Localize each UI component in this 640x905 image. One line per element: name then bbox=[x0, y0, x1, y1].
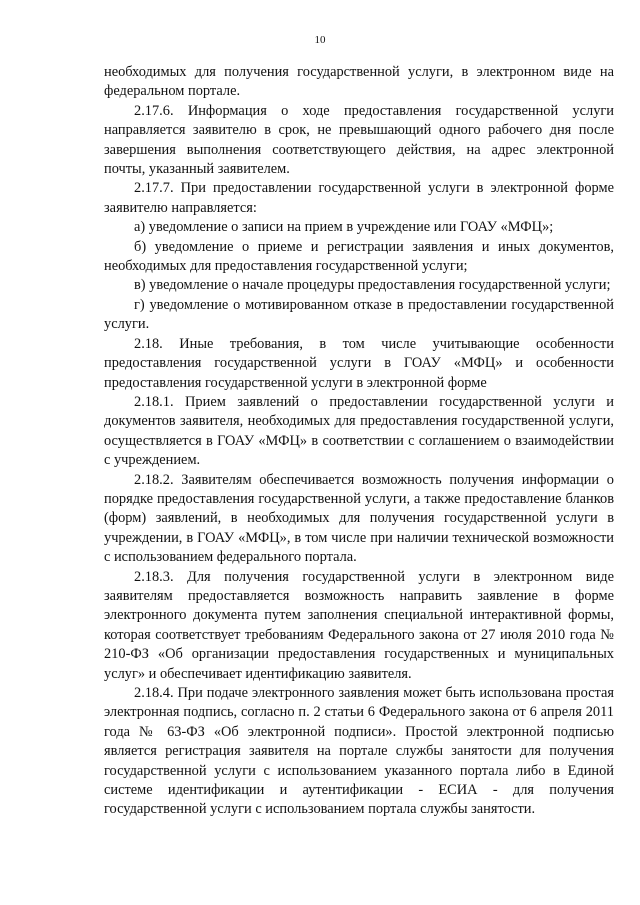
paragraph-2-18-1: 2.18.1. Прием заявлений о предоставлении государственной услуги и документов заявителя, необходимых для предоставления государственной услуги, осуществляется в ГОАУ «МФЦ» в соответствии с соглашением о взаимодействии с учреждением. bbox=[104, 393, 614, 469]
list-item-b: б) уведомление о приеме и регистрации заявления и иных документов, необходимых для предоставления государственной услуги; bbox=[104, 238, 614, 275]
section-heading-2-18: 2.18. Иные требования, в том числе учитывающие особенности предоставления государственной услуги в ГОАУ «МФЦ» и особенности предоставления государственной услуги в электронной форме bbox=[104, 335, 614, 391]
paragraph-2-18-4: 2.18.4. При подаче электронного заявления может быть использована простая электронная подпись, согласно п. 2 статьи 6 Федерального закона от 6 апреля 2011 года № 63-ФЗ «Об электронной подписи». Простой электронной подписью является регистрация заявителя на портале службы занятости для получения государственной услуги с использованием указанного портала либо в Единой системе идентификации и аутентификации - ЕСИА - для получения государственной услуги с использованием портала службы занятости. bbox=[104, 685, 614, 818]
document-body bbox=[104, 63, 614, 820]
paragraph-continuation: необходимых для получения государственной услуги, в электронном виде на федеральном портале. bbox=[104, 64, 614, 100]
paragraph-2-18-3: 2.18.3. Для получения государственной услуги в электронном виде заявителям предоставляется возможность направить заявление в форме электронного документа путем заполнения специальной интерактивной формы, которая соответствует требованиям Федерального закона от 27 июля 2010 года № 210-ФЗ «Об организации предоставления государственных и муниципальных услуг» и обеспечивает идентификацию заявителя. bbox=[104, 568, 614, 682]
list-item-v: в) уведомление о начале процедуры предоставления государственной услуги; bbox=[134, 277, 611, 294]
list-item-a: а) уведомление о записи на прием в учреждение или ГОАУ «МФЦ»; bbox=[134, 219, 554, 236]
paragraph-2-17-7: 2.17.7. При предоставлении государственной услуги в электронной форме заявителю направляется: bbox=[104, 180, 614, 216]
paragraph-2-18-2: 2.18.2. Заявителям обеспечивается возможность получения информации о порядке предоставления государственной услуги, а также предоставление бланков (форм) заявлений, в необходимых для получения государственной услуги в учреждении, в ГОАУ «МФЦ», в том числе при наличии технической возможности с использованием федерального портала. bbox=[104, 471, 614, 566]
list-item-g: г) уведомление о мотивированном отказе в предоставлении государственной услуги. bbox=[104, 296, 614, 333]
page-number: 10 bbox=[314, 34, 326, 46]
paragraph-2-17-6: 2.17.6. Информация о ходе предоставления государственной услуги направляется заявителю в срок, не превышающий одного рабочего дня после завершения выполнения соответствующего действия, на адрес электронной почты, указанный заявителем. bbox=[104, 102, 614, 178]
